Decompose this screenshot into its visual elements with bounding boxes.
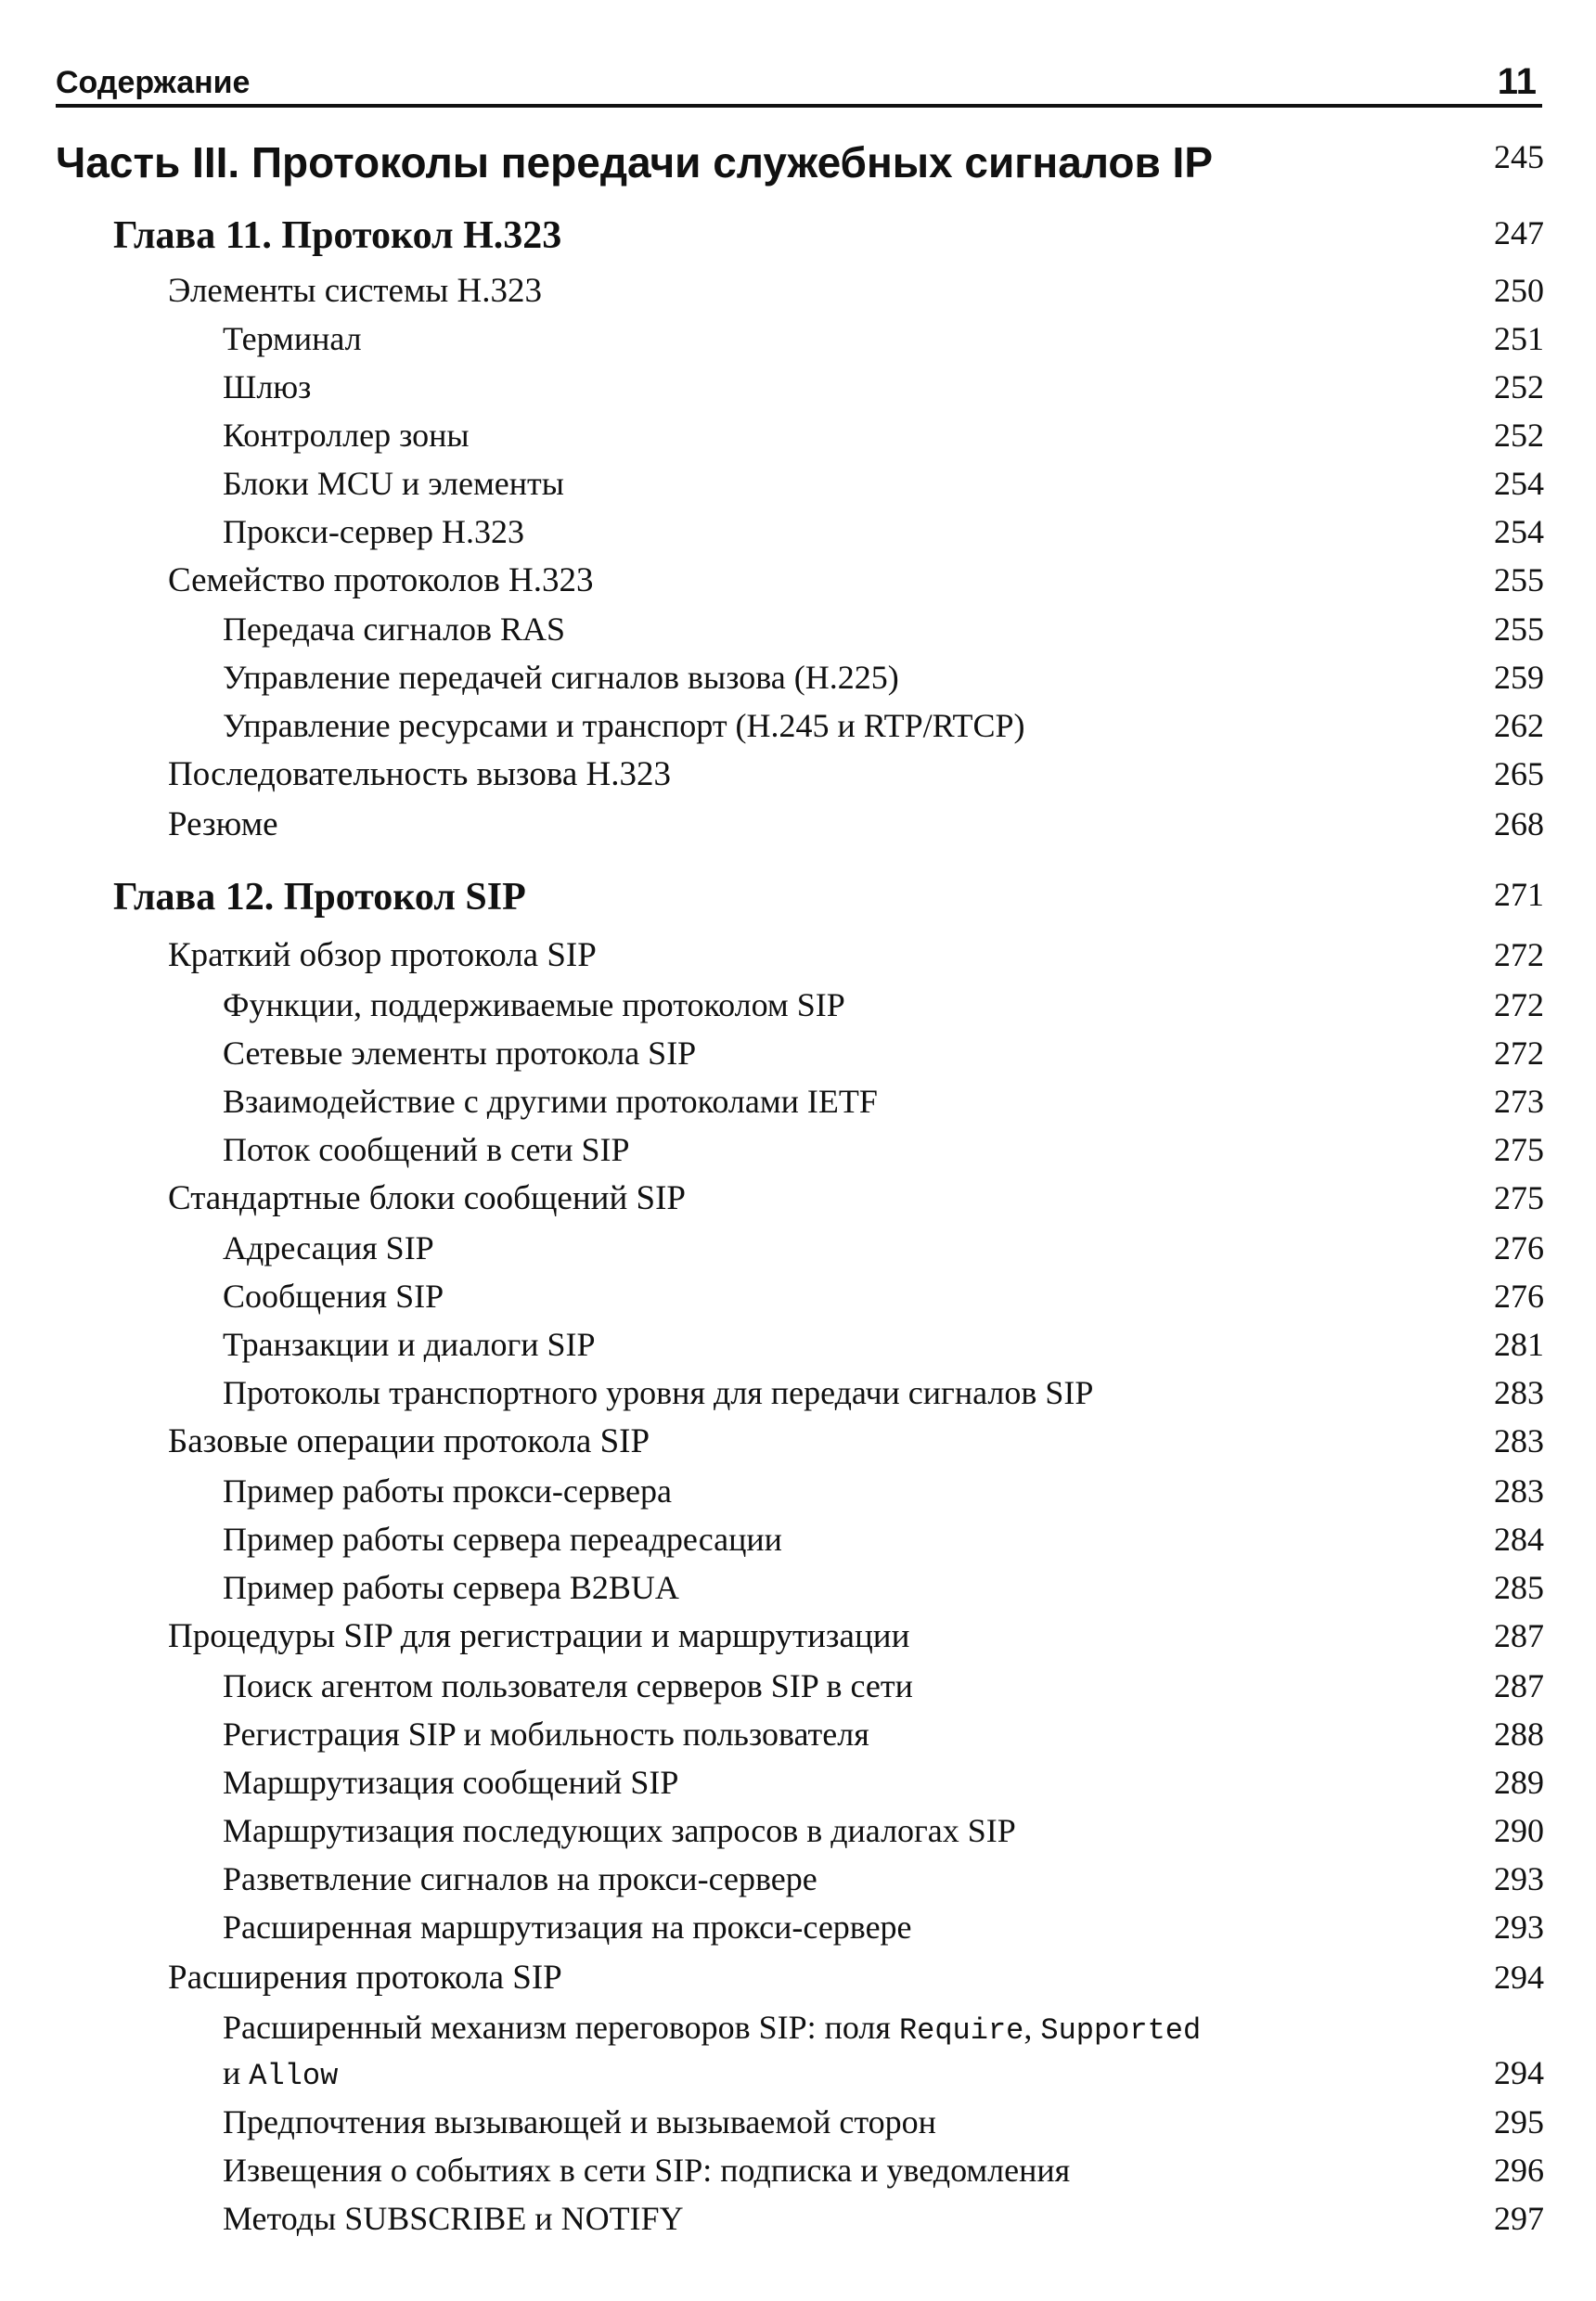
toc-entry-page: 287: [1494, 1667, 1544, 1704]
toc-entry-page: 283: [1494, 1472, 1544, 1510]
toc-entry-title: Базовые операции протокола SIP: [168, 1422, 650, 1460]
toc-entry-title: Маршрутизация сообщений SIP: [223, 1764, 679, 1801]
toc-entry-title: Расширенная маршрутизация на прокси-сервере: [223, 1909, 912, 1946]
toc-section-entry: [0, 1616, 1596, 1656]
toc-entry-page: 287: [1494, 1617, 1544, 1654]
toc-entry-page: 285: [1494, 1569, 1544, 1606]
toc-subsection-entry: [0, 1568, 1596, 1607]
toc-entry-title: Краткий обзор протокола SIP: [168, 936, 597, 974]
toc-entry-title: Поток сообщений в сети SIP: [223, 1131, 630, 1168]
toc-entry-page: 252: [1494, 368, 1544, 405]
toc-entry-page: 254: [1494, 513, 1544, 550]
toc-entry-title: Прокси-сервер H.323: [223, 513, 524, 550]
toc-subsection-entry: [0, 985, 1596, 1024]
toc-subsection-entry: [0, 1034, 1596, 1073]
toc-entry-title: Контроллер зоны: [223, 417, 470, 454]
toc-entry-title: Глава 12. Протокол SIP: [113, 876, 526, 919]
toc-entry-title: Шлюз: [223, 368, 312, 405]
toc-entry-page: 283: [1494, 1374, 1544, 1411]
toc-entry-page: 276: [1494, 1229, 1544, 1266]
toc-entry-title: Протоколы транспортного уровня для передачи сигналов SIP: [223, 1374, 1094, 1411]
toc-subsection-entry: [0, 512, 1596, 551]
toc-entry-page: 262: [1494, 707, 1544, 744]
toc-entry-page: 272: [1494, 1035, 1544, 1072]
toc-entry-title: Методы SUBSCRIBE и NOTIFY: [223, 2200, 684, 2237]
toc-entry-title: Пример работы сервера B2BUA: [223, 1569, 679, 1606]
toc-entry-page: 293: [1494, 1909, 1544, 1946]
toc-entry-title: Процедуры SIP для регистрации и маршрутизации: [168, 1617, 910, 1655]
toc-entry-title: Транзакции и диалоги SIP: [223, 1326, 596, 1363]
toc-entry-title: Поиск агентом пользователя серверов SIP в сети: [223, 1667, 913, 1704]
toc-entry-title: Сообщения SIP: [223, 1278, 444, 1315]
toc-entry-title: Семейство протоколов H.323: [168, 561, 594, 599]
toc-part-entry: [0, 137, 1596, 187]
running-head: [56, 58, 1542, 108]
toc-subsection-entry: [0, 1373, 1596, 1412]
toc-entry-page: 284: [1494, 1521, 1544, 1558]
toc-chapter-entry: [0, 213, 1596, 258]
toc-entry-title: Часть III. Протоколы передачи служебных сигналов IP: [56, 138, 1214, 186]
toc-subsection-entry: [0, 2151, 1596, 2190]
toc-entry-text: Расширенный механизм переговоров SIP: поля: [223, 2009, 899, 2046]
toc-subsection-entry: [0, 706, 1596, 745]
toc-entry-page: 255: [1494, 611, 1544, 648]
toc-entry-title: Глава 11. Протокол H.323: [113, 214, 562, 257]
toc-section-entry: [0, 271, 1596, 311]
toc-entry-page: 275: [1494, 1131, 1544, 1168]
toc-entry-page: 273: [1494, 1083, 1544, 1120]
toc-subsection-entry: [0, 319, 1596, 358]
toc-subsection-entry: [0, 1082, 1596, 1121]
toc-entry-page: 251: [1494, 320, 1544, 357]
toc-chapter-entry: [0, 875, 1596, 919]
toc-entry-title: Блоки MCU и элементы: [223, 465, 564, 502]
toc-entry-page: 250: [1494, 272, 1544, 309]
toc-subsection-entry: [0, 416, 1596, 455]
toc-section-entry: [0, 935, 1596, 975]
toc-entry-title: Функции, поддерживаемые протоколом SIP: [223, 986, 845, 1023]
toc-section-entry: [0, 1958, 1596, 1998]
toc-entry-page: 247: [1494, 214, 1544, 251]
toc-subsection-entry: [0, 1277, 1596, 1316]
toc-entry-title: Сетевые элементы протокола SIP: [223, 1035, 697, 1072]
toc-subsection-entry: [0, 1859, 1596, 1898]
toc-entry-text: и: [223, 2054, 250, 2091]
toc-entry-title: Предпочтения вызывающей и вызываемой сторон: [223, 2103, 936, 2140]
toc-subsection-entry: [0, 610, 1596, 649]
toc-entry-page: 296: [1494, 2152, 1544, 2189]
toc-entry-title: [0, 2008, 1201, 2048]
toc-subsection-entry: [0, 1520, 1596, 1559]
toc-entry-title: Расширения протокола SIP: [168, 1959, 562, 1997]
toc-subsection-entry: [0, 1763, 1596, 1802]
toc-subsection-entry: [0, 1715, 1596, 1754]
toc-subsection-entry-line2: [0, 2053, 1596, 2093]
toc-entry-title: Управление ресурсами и транспорт (H.245 и RTP/RTCP): [223, 707, 1025, 744]
toc-entry-title: Регистрация SIP и мобильность пользователя: [223, 1716, 869, 1753]
toc-section-entry: [0, 1421, 1596, 1461]
toc-entry-page: 245: [1494, 138, 1544, 175]
toc-entry-title: Управление передачей сигналов вызова (H.225): [223, 659, 899, 696]
toc-entry-title: Стандартные блоки сообщений SIP: [168, 1179, 686, 1217]
toc-section-entry: [0, 804, 1596, 844]
code-allow: Allow: [249, 2059, 339, 2093]
toc-entry-title: Последовательность вызова H.323: [168, 755, 671, 793]
toc-entry-title: Адресация SIP: [223, 1229, 434, 1266]
toc-entry-title: Пример работы сервера переадресации: [223, 1521, 782, 1558]
toc-subsection-entry: [0, 1666, 1596, 1705]
code-supported: Supported: [1040, 2013, 1202, 2048]
toc-entry-page: 268: [1494, 805, 1544, 842]
toc-entry-page: 271: [1494, 876, 1544, 913]
toc-subsection-entry: [0, 2102, 1596, 2141]
toc-entry-page: 281: [1494, 1326, 1544, 1363]
toc-entry-title: Взаимодействие с другими протоколами IETF: [223, 1083, 878, 1120]
toc-entry-page: 293: [1494, 1860, 1544, 1897]
toc-entry-page: 290: [1494, 1812, 1544, 1849]
toc-entry-page: 288: [1494, 1716, 1544, 1753]
toc-entry-page: 289: [1494, 1764, 1544, 1801]
toc-subsection-entry: [0, 1228, 1596, 1267]
toc-entry-page: 295: [1494, 2103, 1544, 2140]
toc-entry-title: Извещения о событиях в сети SIP: подписка и уведомления: [223, 2152, 1071, 2189]
toc-entry-page: 283: [1494, 1422, 1544, 1459]
toc-entry-title: Разветвление сигналов на прокси-сервере: [223, 1860, 817, 1897]
toc-entry-text: ,: [1023, 2009, 1041, 2046]
toc-entry-page: 259: [1494, 659, 1544, 696]
toc-section-entry: [0, 560, 1596, 600]
toc-entry-title: Маршрутизация последующих запросов в диалогах SIP: [223, 1812, 1016, 1849]
toc-section-entry: [0, 1178, 1596, 1218]
toc-subsection-entry: [0, 1811, 1596, 1850]
toc-entry-title: Терминал: [223, 320, 362, 357]
toc-entry-title-continued: [0, 2053, 338, 2093]
toc-subsection-entry: [0, 367, 1596, 406]
page-number: 11: [1497, 61, 1537, 102]
toc-entry-title: Передача сигналов RAS: [223, 611, 565, 648]
toc-entry-page: 297: [1494, 2200, 1544, 2237]
toc-subsection-entry-line1: [0, 2008, 1596, 2048]
toc-subsection-entry: [0, 2199, 1596, 2238]
toc-entry-title: Резюме: [168, 805, 278, 843]
toc-section-entry: [0, 754, 1596, 794]
toc-entry-page: 272: [1494, 936, 1544, 973]
toc-entry-page: 254: [1494, 465, 1544, 502]
running-head-title: Содержание: [56, 65, 251, 100]
toc-subsection-entry: [0, 1472, 1596, 1510]
toc-entry-page: 255: [1494, 561, 1544, 598]
toc-entry-page: 252: [1494, 417, 1544, 454]
code-require: Require: [898, 2013, 1024, 2048]
toc-entry-page: 275: [1494, 1179, 1544, 1216]
toc-entry-title: Пример работы прокси-сервера: [223, 1472, 672, 1510]
toc-entry-page: 294: [1494, 2054, 1544, 2091]
toc-entry-page: 294: [1494, 1959, 1544, 1996]
toc-subsection-entry: [0, 1908, 1596, 1947]
toc-subsection-entry: [0, 464, 1596, 503]
toc-entry-page: 265: [1494, 755, 1544, 792]
toc-subsection-entry: [0, 1130, 1596, 1169]
toc-entry-page: 272: [1494, 986, 1544, 1023]
toc-entry-page: 276: [1494, 1278, 1544, 1315]
toc-entry-title: Элементы системы H.323: [168, 272, 542, 310]
toc-subsection-entry: [0, 1325, 1596, 1364]
toc-subsection-entry: [0, 658, 1596, 697]
